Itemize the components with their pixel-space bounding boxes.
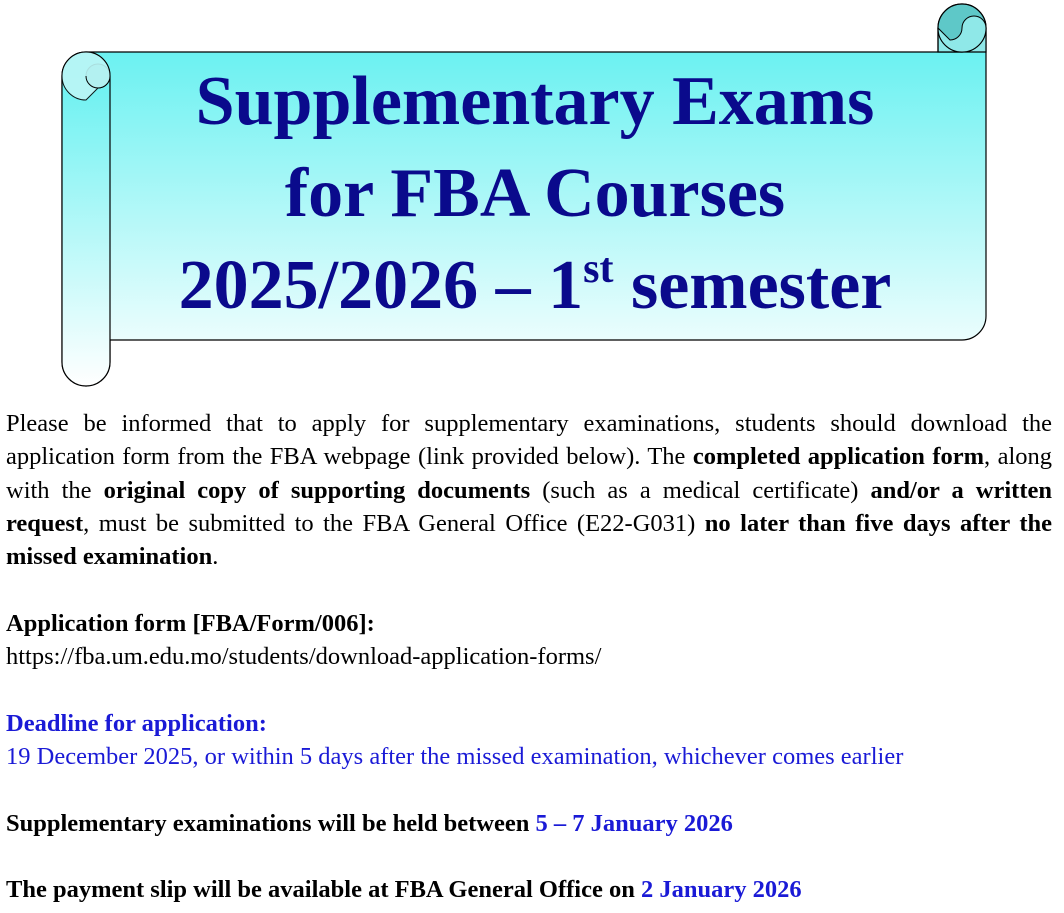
intro-text-4: , must be submitted to the FBA General Office (E22-G031): [83, 509, 705, 537]
deadline-text: 19 December 2025, or within 5 days after the missed examination, whichever comes earlier: [6, 742, 904, 770]
exam-dates-line: [6, 807, 1052, 840]
notice-body: [6, 407, 1052, 906]
spacer: [6, 773, 1052, 806]
intro-text-1: Please be informed that to apply for supplementary examinations, students should download the application form from the FBA webpage (link provided below). The: [6, 410, 1052, 471]
intro-bold-3: and/or a written request: [6, 476, 1052, 537]
application-form-heading: Application form [FBA/Form/006]:: [6, 609, 375, 637]
intro-bold-1: completed application form: [692, 443, 985, 471]
payment-text: The payment slip will be available at FBA General Office on: [6, 876, 641, 904]
exam-dates-text: Supplementary examinations will be held between: [6, 809, 536, 837]
intro-paragraph: [6, 407, 1052, 573]
application-form-url[interactable]: https://fba.um.edu.mo/students/download-application-forms/: [6, 643, 602, 671]
intro-bold-4: no later than five days after the missed examination: [6, 509, 1052, 571]
title-line-1: Supplementary Exams: [195, 63, 875, 140]
exam-dates-value: 5 – 7 January 2026: [535, 809, 733, 837]
title-line-3-end: semester: [613, 247, 892, 324]
title-line-2: for FBA Courses: [284, 155, 786, 232]
deadline-heading: Deadline for application:: [6, 709, 267, 737]
intro-text-2: , along with the: [6, 443, 1053, 504]
intro-text-5: .: [212, 543, 219, 571]
spacer: [6, 673, 1052, 706]
title-line-3: [105, 246, 965, 326]
intro-text-3: (such as a medical certificate): [530, 476, 871, 504]
scroll-banner: [0, 0, 1064, 395]
spacer: [6, 840, 1052, 873]
title-ordinal-suffix: st: [583, 246, 614, 292]
application-form-label: [6, 607, 1052, 640]
title-line-3-main: 2025/2026 – 1: [178, 247, 584, 324]
spacer: [6, 573, 1052, 606]
intro-bold-2: original copy of supporting documents: [103, 476, 531, 504]
deadline-label: [6, 707, 1052, 740]
payment-line: [6, 873, 1052, 906]
payment-date: 2 January 2026: [640, 876, 802, 904]
